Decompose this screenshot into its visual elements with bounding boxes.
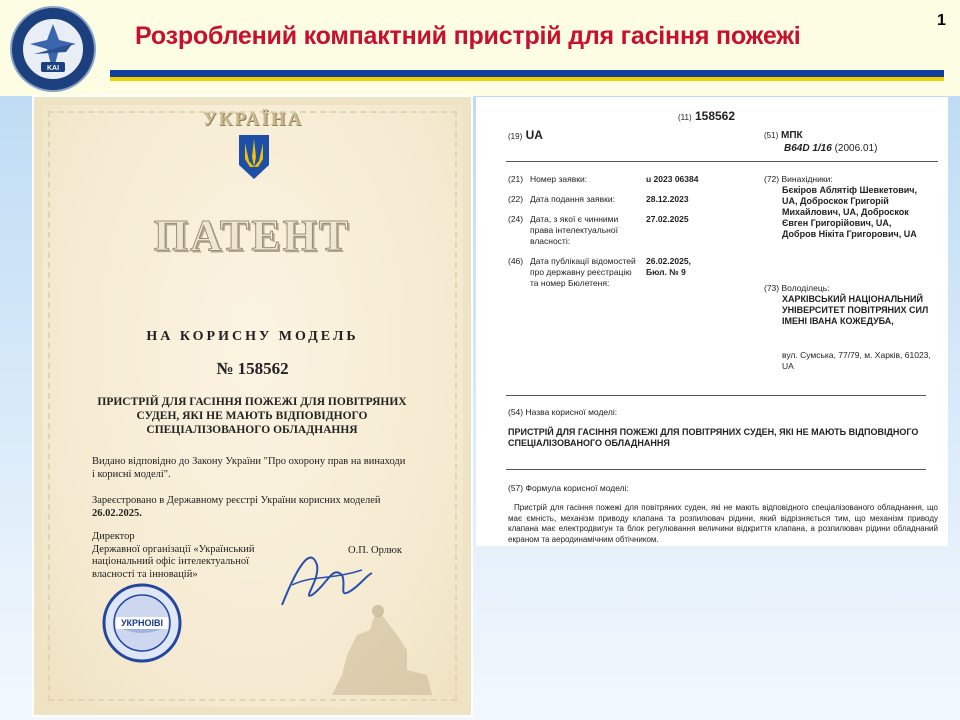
country-code: UA <box>525 128 543 142</box>
model-formula: Пристрій для гасіння пожежі для повітряних суден, які не мають відповідного спеціалізованого обладнання, що має ємність, механізм приводу клапана та розпилювач рідини, який відрізняється тим, що механізм приводу клапана має електродвигун та блок регулювання величини відкриття клапана, а розпилювач рідини обладнаний екраном та аеродинамічним обтічником. <box>508 503 938 544</box>
seal-text: УКРНОІВІ <box>120 618 164 628</box>
slide-number: 1 <box>937 12 946 29</box>
ipc-class: B64D 1/16 <box>784 143 832 154</box>
divider <box>506 469 926 470</box>
certificate-arch-text: УКРАЇНА <box>202 109 304 130</box>
certificate-signatory: О.П. Орлюк <box>348 545 402 556</box>
divider <box>506 395 926 396</box>
certificate-number: № 158562 <box>216 359 289 378</box>
header-bar-yellow <box>110 77 944 81</box>
certificate-subheading: НА КОРИСНУ МОДЕЛЬ <box>146 329 359 344</box>
slide-title: Розроблений компактний пристрій для гасіння пожежі <box>135 22 801 50</box>
monument-watermark-icon <box>312 575 452 705</box>
inventors-list: Бєкіров Аблятіф Шевкетович, UA, Доброскок Григорій Михайлович, UA, Доброскок Євген Григорійович, UA, Добров Нікіта Григорович, UA <box>782 185 917 239</box>
official-seal-icon <box>102 583 182 663</box>
certificate-director: Директор Державної організації «Український національний офіс інтелектуальної власності та інновацій» <box>92 531 255 580</box>
model-title: ПРИСТРІЙ ДЛЯ ГАСІННЯ ПОЖЕЖІ ДЛЯ ПОВІТРЯНИХ СУДЕН, ЯКІ НЕ МАЮТЬ ВІДПОВІДНОГО СПЕЦІАЛІЗОВАНОГО ОБЛАДНАННЯ <box>508 427 919 448</box>
header-bar-blue <box>110 70 944 77</box>
trident-icon <box>237 133 271 179</box>
university-emblem-icon <box>6 4 100 94</box>
certificate-registered: Зареєстровано в Державному реєстрі України корисних моделей 26.02.2025. <box>92 495 381 519</box>
patent-number: 158562 <box>694 109 736 123</box>
patent-description-image: (11) 158562 (19) UA (51) МПК B64D 1/16 (2006.01) (21) Номер заявки: u 2023 06384 (22) Дата подання заявки: 28.12.2023 (24) Дата, з якої є чинними права інтелектуальної власності: 27.02.2025 (46) Дата публікації відомостей про державну реєстрацію та номер Бюлетеня: 26.02.2025, Бюл. № 9 (72) Винахідники: Бєкіров Аблятіф Шевкетович, UA, Доброскок Григорій Михайлович, UA, Доброскок Євген Григорійович, UA, Добров Нікіта Григорович, UA (73) Володілець: ХАРКІВСЬКИЙ НАЦІОНАЛЬНИЙ УНІВЕРСИТЕТ ПОВІТРЯНИХ СИЛ ІМЕНІ ІВАНА КОЖЕДУБА, вул. Сумська, 77/79, м. Харків, 61023, UA (54) Назва корисної моделі: ПРИСТРІЙ ДЛЯ ГАСІННЯ ПОЖЕЖІ ДЛЯ ПОВІТРЯНИХ СУДЕН, ЯКІ НЕ МАЮТЬ ВІДПОВІДНОГО СПЕЦІАЛІЗОВАНОГО ОБЛАДНАННЯ (57) Формула корисної моделі: Пристрій для гасіння пожежі для повітряних суден, які не мають відповідного спеціалізованого обладнання, що має ємність, механізм приводу клапана та розпилювач рідини, який відрізняється тим, що механізм приводу клапана має електродвигун та блок регулювання величини відкриття клапана, а розпилювач рідини обладнаний екраном та аеродинамічним обтічником. <box>476 97 948 546</box>
owner-name: ХАРКІВСЬКИЙ НАЦІОНАЛЬНИЙ УНІВЕРСИТЕТ ПОВІТРЯНИХ СИЛ ІМЕНІ ІВАНА КОЖЕДУБА, <box>782 294 929 326</box>
divider <box>506 161 938 162</box>
logo-label: KAI <box>46 65 60 72</box>
owner-address: вул. Сумська, 77/79, м. Харків, 61023, UA <box>782 350 931 371</box>
certificate-issued: Видано відповідно до Закону України "Про охорону прав на винаходи і корисні моделі". <box>92 456 406 480</box>
certificate-heading: ПАТЕНТ <box>153 211 351 260</box>
certificate-name: ПРИСТРІЙ ДЛЯ ГАСІННЯ ПОЖЕЖІ ДЛЯ ПОВІТРЯНИХ СУДЕН, ЯКІ НЕ МАЮТЬ ВІДПОВІДНОГО СПЕЦІАЛІЗОВАНОГО ОБЛАДНАННЯ <box>97 396 407 436</box>
patent-certificate-image <box>32 95 473 717</box>
